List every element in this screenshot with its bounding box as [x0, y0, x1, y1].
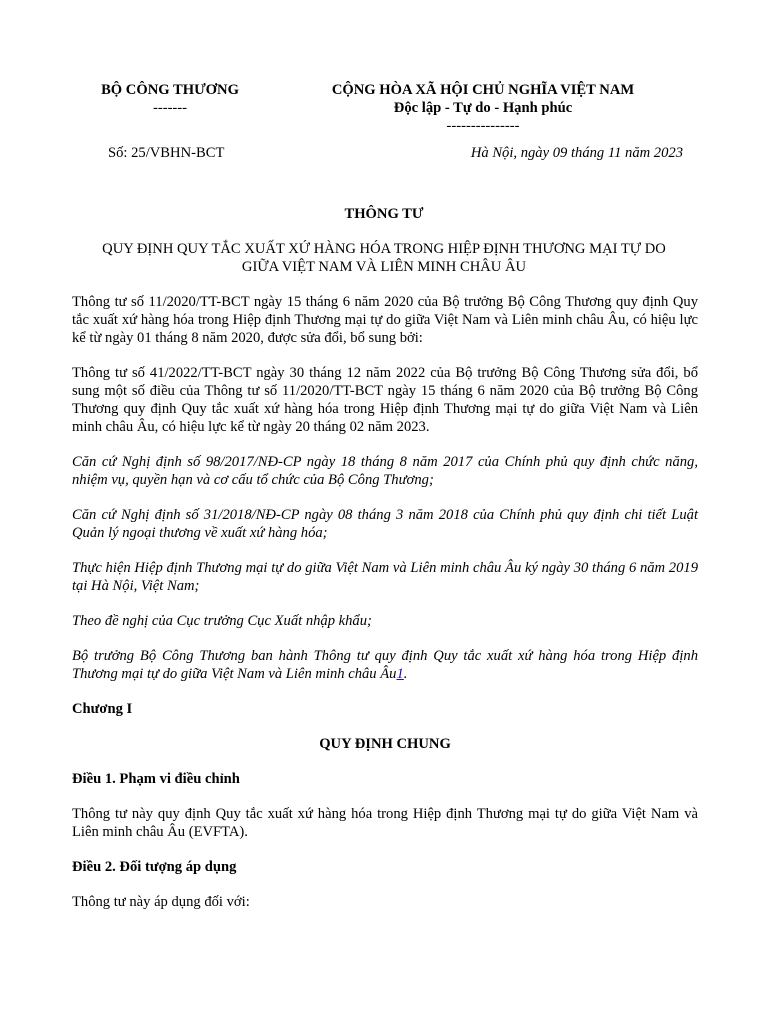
national-motto: Độc lập - Tự do - Hạnh phúc — [393, 100, 573, 116]
document-type: THÔNG TƯ — [344, 206, 424, 222]
paragraph-implementation: Thực hiện Hiệp định Thương mại tự do giữa Việt Nam và Liên minh châu Âu ký ngày 30 tháng 6 năm 2019 tại Hà Nội, Việt Nam; — [72, 560, 698, 594]
paragraph-amendment: Thông tư số 41/2022/TT-BCT ngày 30 tháng 12 năm 2022 của Bộ trưởng Bộ Công Thương sửa đổi, bổ sung một số điều của Thông tư số 11/2020/TT-BCT ngày 15 tháng 6 năm 2020 của Bộ trưởng Bộ Công Thương quy định Quy tắc xuất xứ hàng hóa trong Hiệp định Thương mại tự do giữa Việt Nam và Liên minh châu Âu, có hiệu lực kể từ ngày 20 tháng 02 năm 2023. — [72, 365, 698, 435]
country-name: CỘNG HÒA XÃ HỘI CHỦ NGHĨA VIỆT NAM — [331, 82, 635, 98]
article-1-heading: Điều 1. Phạm vi điều chỉnh — [72, 771, 240, 787]
paragraph-proposal: Theo đề nghị của Cục trưởng Cục Xuất nhập khẩu; — [72, 613, 372, 629]
document-date: Hà Nội, ngày 09 tháng 11 năm 2023 — [470, 145, 683, 161]
document-body — [72, 293, 698, 928]
chapter-title: QUY ĐỊNH CHUNG — [319, 736, 451, 752]
article-2-text: Thông tư này áp dụng đối với: — [72, 894, 250, 910]
paragraph-legal-basis-2: Căn cứ Nghị định số 31/2018/NĐ-CP ngày 08 tháng 3 năm 2018 của Chính phủ quy định chi tiết Luật Quản lý ngoại thương về xuất xứ hàng hóa; — [72, 507, 698, 541]
paragraph-promulgation — [72, 647, 698, 683]
national-title-block — [300, 81, 666, 135]
ministry-divider: ------- — [152, 100, 188, 116]
promulgation-text: Bộ trưởng Bộ Công Thương ban hành Thông tư quy định Quy tắc xuất xứ hàng hóa trong Hiệp định Thương mại tự do giữa Việt Nam và Liên minh châu Âu — [72, 648, 698, 682]
issuing-authority-block — [70, 81, 270, 117]
footnote-link[interactable]: 1 — [396, 666, 404, 682]
subtitle-line-1: QUY ĐỊNH QUY TẮC XUẤT XỨ HÀNG HÓA TRONG HIỆP ĐỊNH THƯƠNG MẠI TỰ DO — [102, 241, 666, 257]
paragraph-legal-basis-1: Căn cứ Nghị định số 98/2017/NĐ-CP ngày 18 tháng 8 năm 2017 của Chính phủ quy định chức năng, nhiệm vụ, quyền hạn và cơ cấu tổ chức của Bộ Công Thương; — [72, 454, 698, 488]
article-1-text: Thông tư này quy định Quy tắc xuất xứ hàng hóa trong Hiệp định Thương mại tự do giữa Việt Nam và Liên minh châu Âu (EVFTA). — [72, 806, 698, 840]
ministry-name: BỘ CÔNG THƯƠNG — [101, 82, 239, 98]
promulgation-period: . — [403, 666, 408, 682]
document-number: Số: 25/VBHN-BCT — [108, 145, 225, 161]
subtitle-line-2: GIỮA VIỆT NAM VÀ LIÊN MINH CHÂU ÂU — [241, 259, 527, 275]
article-2-heading: Điều 2. Đối tượng áp dụng — [72, 859, 237, 875]
paragraph-consolidation: Thông tư số 11/2020/TT-BCT ngày 15 tháng 6 năm 2020 của Bộ trưởng Bộ Công Thương quy định Quy tắc xuất xứ hàng hóa trong Hiệp định Thương mại tự do giữa Việt Nam và Liên minh châu Âu, có hiệu lực kể từ ngày 01 tháng 8 năm 2020, được sửa đổi, bổ sung bởi: — [72, 294, 698, 346]
document-subtitle — [70, 240, 698, 276]
motto-divider: --------------- — [446, 118, 520, 134]
chapter-label: Chương I — [72, 701, 133, 717]
